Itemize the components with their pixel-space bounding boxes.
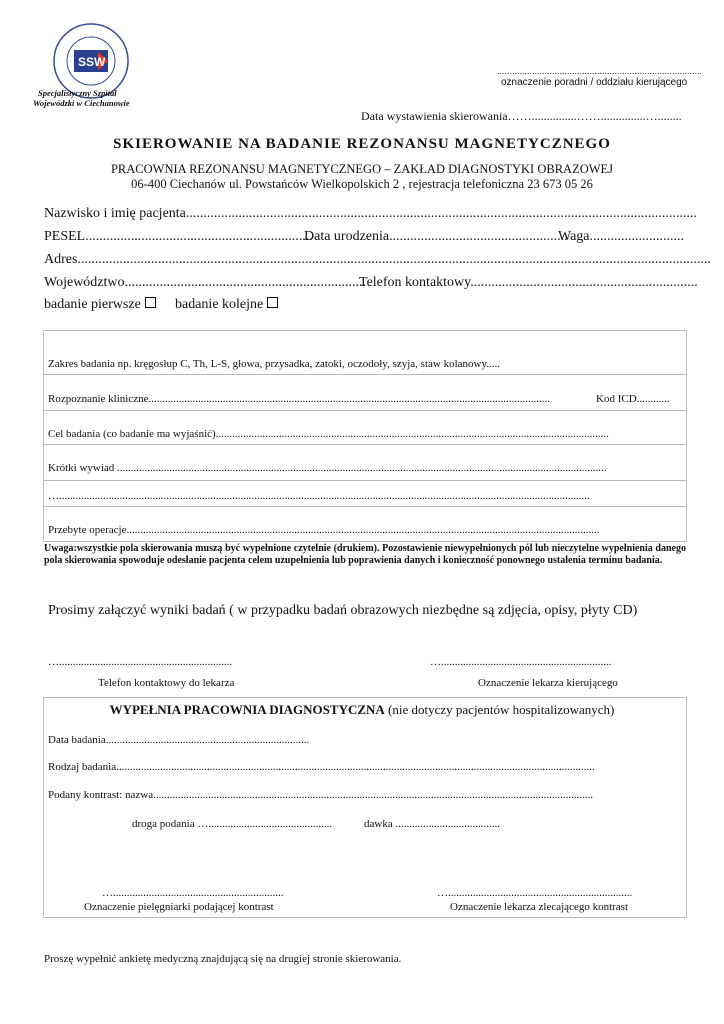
patient-name-field[interactable]: Nazwisko i imię pacjenta.................................................................................................................................................. — [44, 206, 697, 221]
divider — [44, 506, 686, 507]
nurse-signature-label: Oznaczenie pielęgniarki podającej kontrast — [84, 901, 274, 913]
contrast-dose-field[interactable]: dawka ...................................... — [364, 818, 500, 830]
department-address: 06-400 Ciechanów ul. Powstańców Wielkopolskich 2 , rejestracja telefoniczna 23 673 05 26 — [131, 177, 593, 191]
lab-heading-bold: WYPEŁNIA PRACOWNIA DIAGNOSTYCZNA — [109, 702, 385, 717]
lab-heading-rest: (nie dotyczy pacjentów hospitalizowanych) — [384, 702, 615, 717]
next-exam-checkbox[interactable] — [267, 297, 278, 308]
pesel-field[interactable]: PESEL................................................................. — [44, 229, 313, 244]
contrast-doctor-label: Oznaczenie lekarza zlecającego kontrast — [450, 901, 629, 913]
attachments-note: Prosimy załączyć wyniki badań ( w przypadku badań obrazowych niezbędne są zdjęcia, opisy, płyty CD) — [48, 603, 638, 618]
doctor-phone-dots[interactable]: …............................................................... — [48, 656, 233, 668]
divider — [44, 374, 686, 375]
divider — [44, 410, 686, 411]
referring-doctor-label: Oznaczenie lekarza kierującego — [478, 677, 618, 689]
history-field[interactable]: Krótki wywiad .................................................................................................................................................................................. — [48, 462, 607, 474]
exam-date-field[interactable]: Data badania.......................................................................... — [48, 734, 310, 746]
first-exam-checkbox[interactable] — [145, 297, 156, 308]
first-exam-label: badanie pierwsze — [44, 297, 141, 312]
warning-note: Uwaga:wszystkie pola skierowania muszą być wypełnione czytelnie (drukiem). Pozostawienie niewypełnionych pól lub nieczytelne wypełnienia danego pola skierowania spowoduje odesłanie pacjenta celem uzupełnienia lub poprawienia danych i konieczność ponownego ustalenia terminu badania. — [44, 543, 686, 566]
history-field-continued[interactable]: …................................................................................................................................................................................................. — [48, 490, 590, 502]
voivodeship-field[interactable]: Województwo..................................................................... — [44, 275, 367, 290]
birth-date-field[interactable]: Data urodzenia................................................... — [304, 229, 568, 244]
contrast-route-field[interactable]: droga podania …............................................. — [132, 818, 333, 830]
referring-doctor-dots[interactable]: ….............................................................. — [430, 656, 612, 668]
doctor-phone-label: Telefon kontaktowy do lekarza — [98, 677, 235, 689]
logo-text: SSW — [78, 55, 106, 69]
next-exam-option[interactable] — [175, 297, 278, 313]
contrast-name-field[interactable]: Podany kontrast: nazwa................................................................................................................................................................ — [48, 789, 594, 801]
address-field[interactable]: Adres..................................................................................................................................................................................... — [44, 252, 711, 267]
divider — [44, 444, 686, 445]
nurse-signature-dots[interactable]: ….............................................................. — [102, 887, 284, 899]
exam-type-field[interactable]: Rodzaj badania.............................................................................................................................................................................. — [48, 761, 595, 773]
lab-section-box — [43, 697, 687, 918]
icd-code-field[interactable]: Kod ICD............ — [596, 393, 670, 405]
contrast-doctor-dots[interactable]: …................................................................... — [437, 887, 633, 899]
page-title: SKIEROWANIE NA BADANIE REZONANSU MAGNETYCZNEGO — [113, 136, 611, 152]
lab-section-heading — [0, 702, 724, 718]
next-exam-label: badanie kolejne — [175, 297, 264, 312]
clinic-dots[interactable]: .................................................................................. — [497, 66, 703, 76]
hospital-name-line2: Wojewódzki w Ciechanowie — [33, 98, 130, 108]
first-exam-option[interactable] — [44, 297, 156, 313]
exam-purpose-field[interactable]: Cel badania (co badanie ma wyjaśnić)............................................................................................................................................... — [48, 428, 609, 440]
diagnosis-field[interactable]: Rozpoznanie kliniczne.................................................................................................................................................. — [48, 393, 550, 405]
department-name: PRACOWNIA REZONANSU MAGNETYCZNEGO – ZAKŁAD DIAGNOSTYKI OBRAZOWEJ — [110, 162, 614, 176]
surgeries-field[interactable]: Przebyte operacje............................................................................................................................................................................ — [48, 524, 600, 536]
issue-date-field[interactable]: Data wystawienia skierowania……...............……...............…........ — [361, 109, 682, 123]
divider — [44, 480, 686, 481]
phone-field[interactable]: Telefon kontaktowy................................................................. — [359, 275, 698, 290]
hospital-name-line1: Specjalistyczny Szpital — [38, 88, 117, 98]
exam-scope-field[interactable]: Zakres badania np. kręgosłup C, Th, L-S, głowa, przysadka, zatoki, oczodoły, szyja, staw kolanowy..... — [48, 358, 501, 370]
footer-note: Proszę wypełnić ankietę medyczną znajdującą się na drugiej stronie skierowania. — [44, 953, 402, 965]
weight-field[interactable]: Waga........................... — [558, 229, 685, 244]
clinic-label: oznaczenie poradni / oddziału kierującego — [501, 77, 688, 88]
